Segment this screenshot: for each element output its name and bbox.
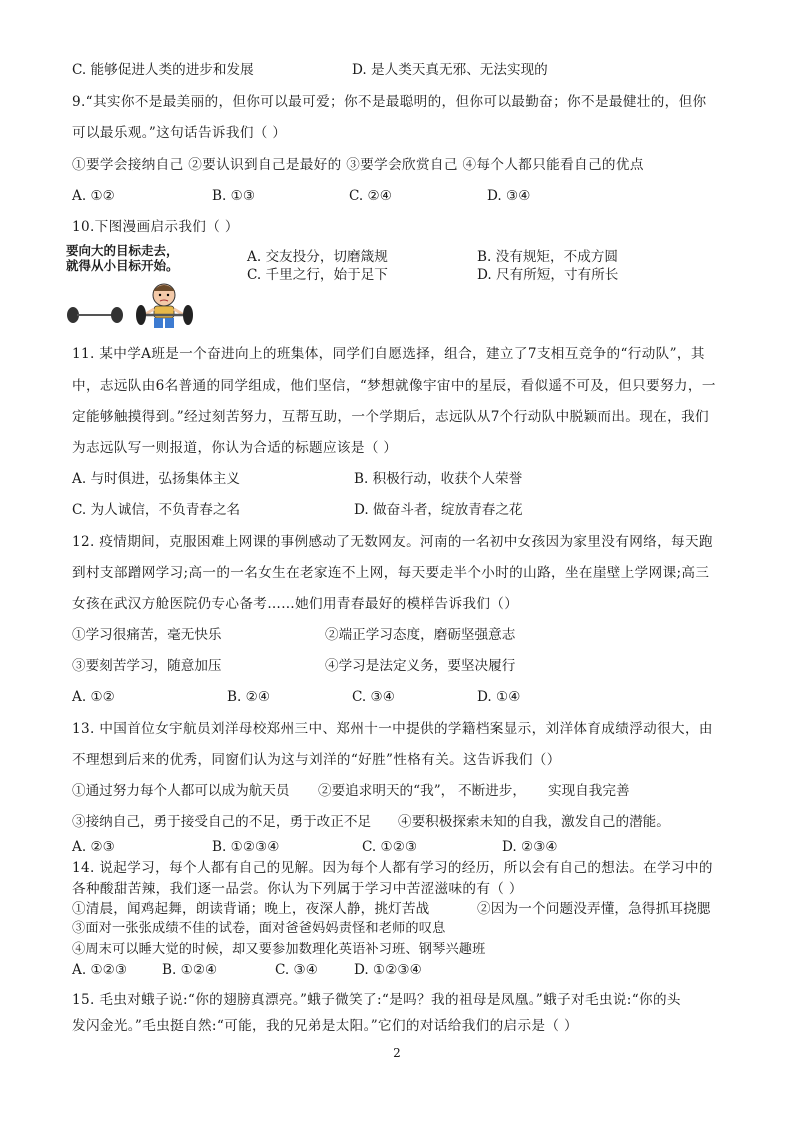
q8-option-d: D. 是人类天真无邪、无法实现的: [352, 62, 548, 78]
q13-option-c: C. ①②③: [362, 839, 418, 855]
q11-option-c: C. 为人诚信，不负青春之名: [72, 502, 241, 518]
q12-statement-1: ①学习很痛苦，毫无快乐: [72, 627, 222, 643]
cartoon-caption-line1: 要向大的目标走去，: [66, 243, 179, 258]
q14-option-d: D. ①②③④: [354, 962, 422, 978]
cartoon-caption-line2: 就得从小目标开始。: [66, 258, 179, 273]
q14-statement-1: ①清晨，闻鸡起舞，朗读背诵；晚上，夜深人静，挑灯苦战: [72, 901, 430, 917]
q12-stem-line1: 12. 疫情期间，克服困难上网课的事例感动了无数网友。河南的一名初中女孩因为家里没有网络，每天跑: [72, 534, 713, 550]
q11-stem-line3: 定能够触摸得到。”经过刻苦努力，互帮互助，一个学期后，志远队从7个行动队中脱颖而出。现在，我们: [72, 409, 709, 425]
page-number: 2: [393, 1046, 401, 1060]
q13-statement-2c: 实现自我完善: [548, 783, 630, 799]
q14-statement-3: ③面对一张张成绩不佳的试卷，面对爸爸妈妈责怪和老师的叹息: [72, 921, 446, 936]
q9-option-a: A. ①②: [72, 188, 115, 204]
q13-statement-3: ③接纳自己，勇于接受自己的不足，勇于改正不足: [72, 814, 372, 830]
q9-stem-line2: 可以最乐观。”这句话告诉我们（ ）: [72, 125, 287, 141]
q15-stem-line1: 15. 毛虫对蛾子说:“你的翅膀真漂亮。”蛾子微笑了:“是吗？我的祖母是凤凰。”蛾子对毛虫说:“你的头: [72, 992, 681, 1008]
q13-option-b: B. ①②③④: [212, 839, 280, 855]
q9-statements: ①要学会接纳自己 ②要认识到自己是最好的 ③要学会欣赏自己 ④每个人都只能看自己的优点: [72, 157, 644, 173]
cartoon-weightlifter: [64, 243, 198, 333]
q11-stem-line2: 中，志远队由6名普通的同学组成，他们坚信，“梦想就像宇宙中的星辰，看似遥不可及，但只要努力，一: [72, 378, 716, 394]
q14-stem-line2: 各种酸甜苦辣，我们逐一品尝。你认为下列属于学习中苦涩滋味的有（ ）: [72, 881, 523, 897]
q8-option-c: C. 能够促进人类的进步和发展: [72, 62, 254, 78]
q15-stem-line2: 发闪金光。”毛虫挺自然:“可能，我的兄弟是太阳。”它们的对话给我们的启示是（ ）: [72, 1018, 578, 1034]
q12-stem-line3: 女孩在武汉方舱医院仍专心备考……她们用青春最好的模样告诉我们（）: [72, 596, 519, 612]
q12-statement-2: ②端正学习态度，磨砺坚强意志: [325, 627, 516, 643]
q13-statement-2b: 不断进步，: [458, 783, 526, 799]
q13-stem-line2: 不理想到后来的优秀，同窗们认为这与刘洋的“好胜”性格有关。这告诉我们（）: [72, 752, 561, 768]
q9-stem-line1: 9.“其实你不是最美丽的，但你可以最可爱；你不是最聪明的，但你可以最勤奋；你不是最健壮的，但你: [72, 94, 707, 110]
q12-option-b: B. ②④: [227, 689, 271, 705]
cartoon-illustration: [64, 243, 198, 333]
q12-statement-4: ④学习是法定义务，要坚决履行: [325, 658, 516, 674]
q11-stem-line4: 为志远队写一则报道，你认为合适的标题应该是（ ）: [72, 440, 398, 456]
q14-option-c: C. ③④: [275, 962, 318, 978]
q13-statement-2a: ②要追求明天的“我”，: [318, 783, 455, 799]
q12-stem-line2: 到村支部蹭网学习;高一的一名女生在老家连不上网，每天要走半个小时的山路，坐在崖壁上学网课;高三: [72, 565, 710, 581]
q14-stem-line1: 14. 说起学习，每个人都有自己的见解。因为每个人都有学习的经历，所以会有自己的想法。在学习中的: [72, 860, 713, 876]
q13-option-a: A. ②③: [72, 839, 115, 855]
q14-statement-4: ④周末可以睡大觉的时候，却又要参加数理化英语补习班、钢琴兴趣班: [72, 942, 486, 957]
q11-option-b: B. 积极行动，收获个人荣誉: [354, 471, 523, 487]
q14-statement-2: ②因为一个问题没弄懂，急得抓耳挠腮: [477, 901, 711, 917]
q9-option-b: B. ①③: [212, 188, 256, 204]
q14-option-b: B. ①②④: [162, 962, 218, 978]
q13-stem-line1: 13. 中国首位女宇航员刘洋母校郑州三中、郑州十一中提供的学籍档案显示，刘洋体育成绩浮动很大，由: [72, 721, 713, 737]
q12-option-d: D. ①④: [477, 689, 521, 705]
q12-option-a: A. ①②: [72, 689, 115, 705]
q14-option-a: A. ①②③: [72, 962, 128, 978]
q9-option-c: C. ②④: [349, 188, 392, 204]
q11-stem-line1: 11. 某中学A班是一个奋进向上的班集体，同学们自愿选择，组合，建立了7支相互竞争的“行动队”，其: [72, 346, 705, 362]
q13-statement-1: ①通过努力每个人都可以成为航天员: [72, 783, 290, 799]
q10-option-a: A. 交友投分，切磨箴规: [247, 249, 388, 265]
q10-option-d: D. 尺有所短，寸有所长: [477, 267, 619, 283]
q10-stem: 10.下图漫画启示我们（ ）: [72, 219, 239, 235]
q9-option-d: D. ③④: [487, 188, 531, 204]
q11-option-d: D. 做奋斗者，绽放青春之花: [354, 502, 523, 518]
q10-option-b: B. 没有规矩，不成方圆: [477, 249, 618, 265]
q12-statement-3: ③要刻苦学习，随意加压: [72, 658, 222, 674]
q11-option-a: A. 与时俱进，弘扬集体主义: [72, 471, 240, 487]
q13-option-d: D. ②③④: [502, 839, 558, 855]
q12-option-c: C. ③④: [352, 689, 395, 705]
q13-statement-4: ④要积极探索未知的自我，激发自己的潜能。: [398, 814, 670, 830]
q10-option-c: C. 千里之行，始于足下: [247, 267, 388, 283]
